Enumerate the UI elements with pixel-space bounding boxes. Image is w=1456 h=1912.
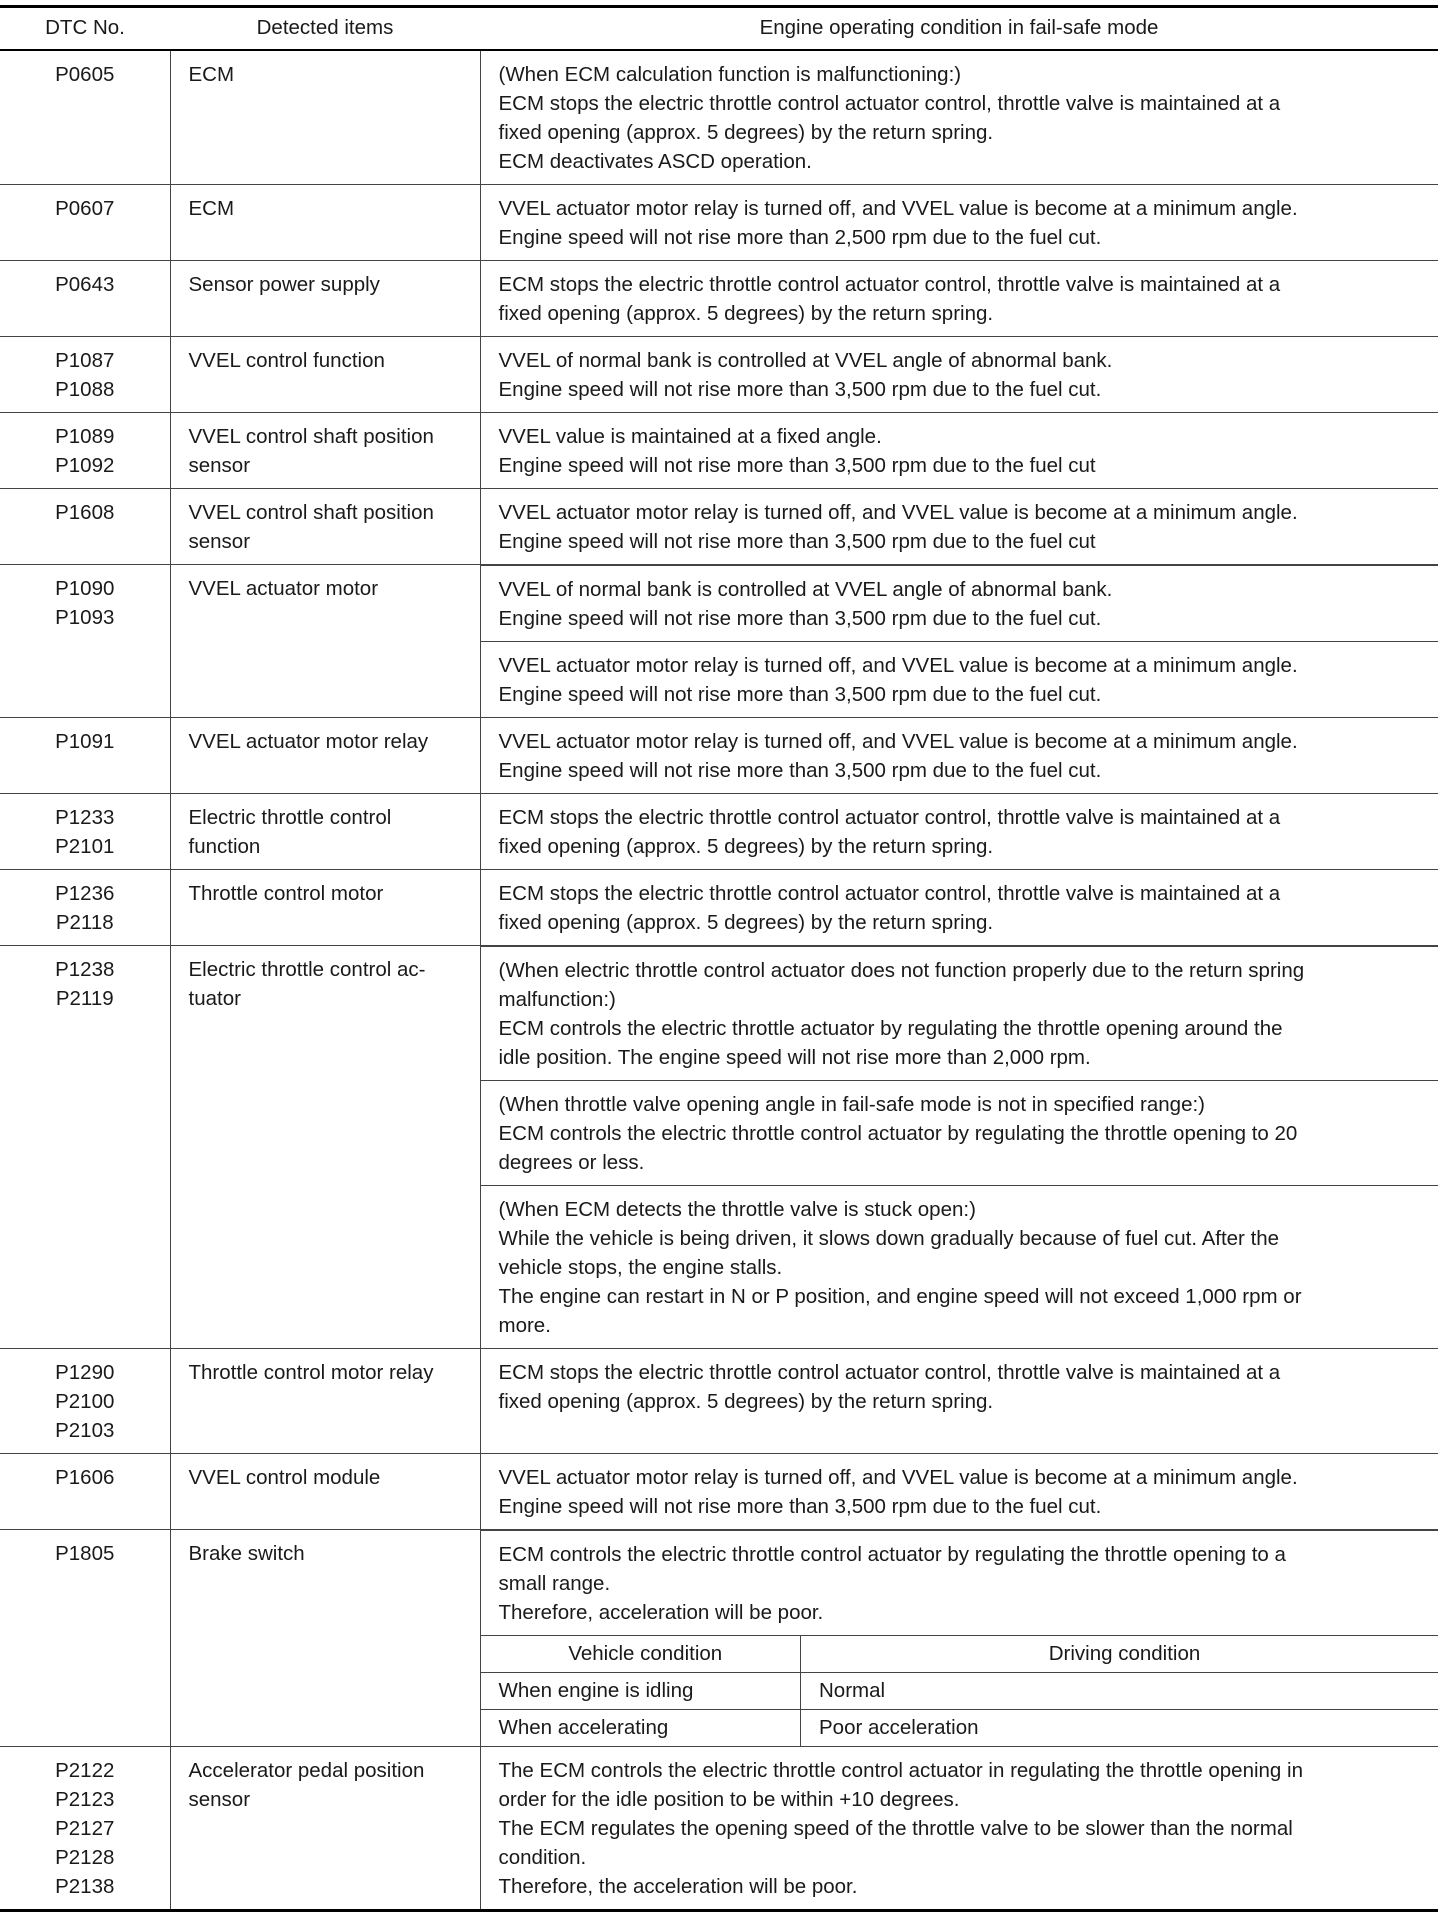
condition-text: Engine speed will not rise more than 3,500 rpm due to the fuel cut. bbox=[498, 759, 1102, 782]
condition-text: Engine speed will not rise more than 3,500 rpm due to the fuel cut. bbox=[498, 378, 1102, 401]
condition-text: The ECM controls the electric throttle control actuator in regulating the throttle opening in bbox=[498, 1759, 1303, 1782]
header-detected-items: Detected items bbox=[170, 7, 480, 51]
table-header-row bbox=[0, 7, 1438, 51]
detected-item-text: Sensor power supply bbox=[188, 273, 380, 296]
detected-item-text: Accelerator pedal position bbox=[188, 1759, 425, 1782]
condition-text: ECM deactivates ASCD operation. bbox=[498, 150, 812, 173]
condition-block bbox=[481, 1081, 1439, 1186]
detected-item-text: Electric throttle control bbox=[188, 806, 392, 829]
condition-cell bbox=[480, 413, 1438, 489]
table-row bbox=[0, 718, 1438, 794]
dtc-code: P0643 bbox=[55, 273, 115, 296]
dtc-code: P1087 bbox=[55, 349, 115, 372]
condition-cell bbox=[480, 870, 1438, 946]
condition-text: Engine speed will not rise more than 3,500 rpm due to the fuel cut. bbox=[498, 683, 1102, 706]
fail-safe-table bbox=[0, 5, 1438, 1912]
dtc-code: P2118 bbox=[55, 911, 114, 934]
dtc-code: P2128 bbox=[55, 1846, 115, 1869]
condition-text: Engine speed will not rise more than 3,500 rpm due to the fuel cut. bbox=[498, 1495, 1102, 1518]
condition-subtable bbox=[481, 565, 1439, 717]
vehicle-condition-cell: When engine is idling bbox=[481, 1673, 801, 1710]
table-row bbox=[0, 1454, 1438, 1530]
header-engine-condition: Engine operating condition in fail-safe mode bbox=[480, 7, 1438, 51]
dtc-code: P2103 bbox=[55, 1419, 115, 1442]
dtc-cell bbox=[0, 413, 170, 489]
condition-cell bbox=[480, 718, 1438, 794]
condition-cell bbox=[480, 337, 1438, 413]
condition-cell bbox=[480, 261, 1438, 337]
dtc-code: P2127 bbox=[55, 1817, 115, 1840]
condition-text: degrees or less. bbox=[498, 1151, 645, 1174]
condition-cell bbox=[480, 1530, 1438, 1747]
dtc-code: P1236 bbox=[55, 882, 115, 905]
condition-text: vehicle stops, the engine stalls. bbox=[498, 1256, 783, 1279]
dtc-cell bbox=[0, 1747, 170, 1911]
detected-item-cell bbox=[170, 489, 480, 565]
condition-text: VVEL actuator motor relay is turned off, and VVEL value is become at a minimum angle. bbox=[498, 654, 1298, 677]
detected-item-cell bbox=[170, 870, 480, 946]
dtc-cell bbox=[0, 946, 170, 1349]
driving-condition-cell: Poor acceleration bbox=[801, 1710, 1439, 1747]
condition-cell bbox=[480, 185, 1438, 261]
condition-text: ECM stops the electric throttle control actuator control, throttle valve is maintained at a bbox=[498, 882, 1281, 905]
table-body bbox=[0, 50, 1438, 1911]
condition-text: ECM stops the electric throttle control actuator control, throttle valve is maintained at a bbox=[498, 92, 1281, 115]
condition-block-row bbox=[481, 1531, 1439, 1636]
dtc-code: P1606 bbox=[55, 1466, 115, 1489]
condition-text: condition. bbox=[498, 1846, 587, 1869]
dtc-cell bbox=[0, 50, 170, 185]
condition-text: (When throttle valve opening angle in fail-safe mode is not in specified range:) bbox=[498, 1093, 1206, 1116]
condition-text: more. bbox=[498, 1314, 551, 1337]
dtc-code: P1233 bbox=[55, 806, 115, 829]
header-dtc-no: DTC No. bbox=[0, 7, 170, 51]
dtc-code: P1088 bbox=[55, 378, 115, 401]
detected-item-text: Electric throttle control ac- bbox=[188, 958, 426, 981]
condition-cell bbox=[480, 565, 1438, 718]
detected-item-text: VVEL control function bbox=[188, 349, 385, 372]
dtc-code: P2122 bbox=[55, 1759, 115, 1782]
detected-item-text: Throttle control motor relay bbox=[188, 1361, 434, 1384]
detected-item-cell bbox=[170, 261, 480, 337]
table-row bbox=[0, 261, 1438, 337]
condition-text: idle position. The engine speed will not rise more than 2,000 rpm. bbox=[498, 1046, 1091, 1069]
dtc-cell bbox=[0, 870, 170, 946]
condition-text: Engine speed will not rise more than 2,500 rpm due to the fuel cut. bbox=[498, 226, 1102, 249]
condition-text: VVEL of normal bank is controlled at VVEL angle of abnormal bank. bbox=[498, 349, 1113, 372]
table-row bbox=[0, 1530, 1438, 1747]
dtc-cell bbox=[0, 261, 170, 337]
table-row bbox=[0, 946, 1438, 1349]
table-row bbox=[0, 50, 1438, 185]
detected-item-text: ECM bbox=[188, 63, 235, 86]
detected-item-text: ECM bbox=[188, 197, 235, 220]
detected-item-text: function bbox=[188, 835, 261, 858]
driving-condition-cell: Normal bbox=[801, 1673, 1439, 1710]
condition-block bbox=[481, 1186, 1439, 1349]
condition-text: Engine speed will not rise more than 3,500 rpm due to the fuel cut bbox=[498, 454, 1096, 477]
dtc-cell bbox=[0, 794, 170, 870]
condition-block bbox=[481, 1531, 1439, 1636]
condition-text: ECM stops the electric throttle control actuator control, throttle valve is maintained at a bbox=[498, 1361, 1281, 1384]
detected-item-cell bbox=[170, 794, 480, 870]
table-row bbox=[0, 413, 1438, 489]
dtc-code: P2119 bbox=[55, 987, 114, 1010]
condition-text: ECM stops the electric throttle control actuator control, throttle valve is maintained at a bbox=[498, 273, 1281, 296]
table-row bbox=[0, 1747, 1438, 1911]
condition-text: ECM controls the electric throttle actuator by regulating the throttle opening around the bbox=[498, 1017, 1283, 1040]
dtc-code: P2138 bbox=[55, 1875, 115, 1898]
condition-text: ECM controls the electric throttle control actuator by regulating the throttle opening to 20 bbox=[498, 1122, 1298, 1145]
dtc-cell bbox=[0, 718, 170, 794]
condition-text: fixed opening (approx. 5 degrees) by the return spring. bbox=[498, 1390, 994, 1413]
dtc-code: P2123 bbox=[55, 1788, 115, 1811]
vehicle-condition-header: Vehicle condition bbox=[481, 1636, 801, 1673]
condition-block bbox=[481, 947, 1439, 1081]
condition-text: fixed opening (approx. 5 degrees) by the return spring. bbox=[498, 835, 994, 858]
condition-text: (When electric throttle control actuator does not function properly due to the return spring bbox=[498, 959, 1305, 982]
condition-text: (When ECM detects the throttle valve is stuck open:) bbox=[498, 1198, 976, 1221]
table-row bbox=[0, 185, 1438, 261]
condition-cell bbox=[480, 794, 1438, 870]
condition-text: fixed opening (approx. 5 degrees) by the return spring. bbox=[498, 121, 994, 144]
table-row bbox=[0, 870, 1438, 946]
condition-text: (When ECM calculation function is malfunctioning:) bbox=[498, 63, 962, 86]
detected-item-text: VVEL control shaft position bbox=[188, 425, 434, 448]
dtc-code: P1805 bbox=[55, 1542, 115, 1565]
condition-block bbox=[481, 642, 1439, 718]
dtc-code: P0605 bbox=[55, 63, 115, 86]
condition-text: malfunction:) bbox=[498, 988, 616, 1011]
table-row bbox=[0, 565, 1438, 718]
table-row bbox=[0, 337, 1438, 413]
detected-item-text: sensor bbox=[188, 530, 251, 553]
detected-item-cell bbox=[170, 565, 480, 718]
dtc-code: P1091 bbox=[55, 730, 115, 753]
dtc-cell bbox=[0, 565, 170, 718]
condition-text: Engine speed will not rise more than 3,500 rpm due to the fuel cut. bbox=[498, 607, 1102, 630]
detected-item-cell bbox=[170, 337, 480, 413]
condition-text: VVEL value is maintained at a fixed angle. bbox=[498, 425, 882, 448]
condition-block-row bbox=[481, 642, 1439, 718]
condition-text: Engine speed will not rise more than 3,500 rpm due to the fuel cut bbox=[498, 530, 1096, 553]
condition-text: order for the idle position to be within +10 degrees. bbox=[498, 1788, 960, 1811]
dtc-cell bbox=[0, 185, 170, 261]
detected-item-cell bbox=[170, 1454, 480, 1530]
dtc-cell bbox=[0, 1454, 170, 1530]
dtc-cell bbox=[0, 337, 170, 413]
condition-block-row bbox=[481, 1081, 1439, 1186]
dtc-code: P0607 bbox=[55, 197, 115, 220]
fail-safe-document bbox=[0, 5, 1438, 1912]
vehicle-condition-row bbox=[481, 1710, 1439, 1747]
dtc-cell bbox=[0, 1530, 170, 1747]
dtc-code: P1090 bbox=[55, 577, 115, 600]
detected-item-text: Throttle control motor bbox=[188, 882, 384, 905]
dtc-code: P1092 bbox=[55, 454, 115, 477]
dtc-code: P1238 bbox=[55, 958, 115, 981]
detected-item-cell bbox=[170, 1349, 480, 1454]
condition-text: The ECM regulates the opening speed of the throttle valve to be slower than the normal bbox=[498, 1817, 1293, 1840]
detected-item-text: Brake switch bbox=[188, 1542, 305, 1565]
dtc-code: P1608 bbox=[55, 501, 115, 524]
condition-subtable bbox=[481, 946, 1439, 1348]
condition-text: VVEL actuator motor relay is turned off, and VVEL value is become at a minimum angle. bbox=[498, 1466, 1298, 1489]
dtc-cell bbox=[0, 1349, 170, 1454]
condition-text: VVEL actuator motor relay is turned off, and VVEL value is become at a minimum angle. bbox=[498, 501, 1298, 524]
detected-item-cell bbox=[170, 1530, 480, 1747]
driving-condition-header: Driving condition bbox=[801, 1636, 1439, 1673]
dtc-code: P1089 bbox=[55, 425, 115, 448]
dtc-code: P1093 bbox=[55, 606, 115, 629]
detected-item-text: VVEL actuator motor bbox=[188, 577, 379, 600]
detected-item-cell bbox=[170, 50, 480, 185]
dtc-code: P1290 bbox=[55, 1361, 115, 1384]
table-row bbox=[0, 489, 1438, 565]
condition-subtable bbox=[481, 1530, 1439, 1746]
condition-text: small range. bbox=[498, 1572, 611, 1595]
detected-item-cell bbox=[170, 413, 480, 489]
condition-cell bbox=[480, 1454, 1438, 1530]
detected-item-text: tuator bbox=[188, 987, 241, 1010]
condition-cell bbox=[480, 1747, 1438, 1911]
condition-text: VVEL actuator motor relay is turned off, and VVEL value is become at a minimum angle. bbox=[498, 197, 1298, 220]
detected-item-cell bbox=[170, 946, 480, 1349]
detected-item-text: VVEL control shaft position bbox=[188, 501, 434, 524]
condition-block-row bbox=[481, 947, 1439, 1081]
condition-text: fixed opening (approx. 5 degrees) by the return spring. bbox=[498, 302, 994, 325]
condition-cell bbox=[480, 489, 1438, 565]
condition-block-row bbox=[481, 1186, 1439, 1349]
condition-block bbox=[481, 566, 1439, 642]
detected-item-cell bbox=[170, 185, 480, 261]
detected-item-text: sensor bbox=[188, 1788, 251, 1811]
condition-text: ECM stops the electric throttle control actuator control, throttle valve is maintained at a bbox=[498, 806, 1281, 829]
vehicle-condition-row bbox=[481, 1673, 1439, 1710]
condition-text: Therefore, the acceleration will be poor. bbox=[498, 1875, 858, 1898]
condition-cell bbox=[480, 1349, 1438, 1454]
condition-cell bbox=[480, 946, 1438, 1349]
table-row bbox=[0, 794, 1438, 870]
condition-text: While the vehicle is being driven, it slows down gradually because of fuel cut. After the bbox=[498, 1227, 1280, 1250]
condition-text: Therefore, acceleration will be poor. bbox=[498, 1601, 824, 1624]
condition-text: The engine can restart in N or P position, and engine speed will not exceed 1,000 rpm or bbox=[498, 1285, 1302, 1308]
detected-item-text: sensor bbox=[188, 454, 251, 477]
detected-item-cell bbox=[170, 718, 480, 794]
condition-text: VVEL of normal bank is controlled at VVEL angle of abnormal bank. bbox=[498, 578, 1113, 601]
detected-item-cell bbox=[170, 1747, 480, 1911]
vehicle-condition-header-row bbox=[481, 1636, 1439, 1673]
dtc-code: P2101 bbox=[55, 835, 115, 858]
detected-item-text: VVEL control module bbox=[188, 1466, 381, 1489]
condition-text: fixed opening (approx. 5 degrees) by the return spring. bbox=[498, 911, 994, 934]
dtc-cell bbox=[0, 489, 170, 565]
condition-text: VVEL actuator motor relay is turned off, and VVEL value is become at a minimum angle. bbox=[498, 730, 1298, 753]
condition-text: ECM controls the electric throttle control actuator by regulating the throttle opening to a bbox=[498, 1543, 1286, 1566]
condition-block-row bbox=[481, 566, 1439, 642]
vehicle-condition-cell: When accelerating bbox=[481, 1710, 801, 1747]
dtc-code: P2100 bbox=[55, 1390, 115, 1413]
condition-cell bbox=[480, 50, 1438, 185]
detected-item-text: VVEL actuator motor relay bbox=[188, 730, 429, 753]
table-row bbox=[0, 1349, 1438, 1454]
